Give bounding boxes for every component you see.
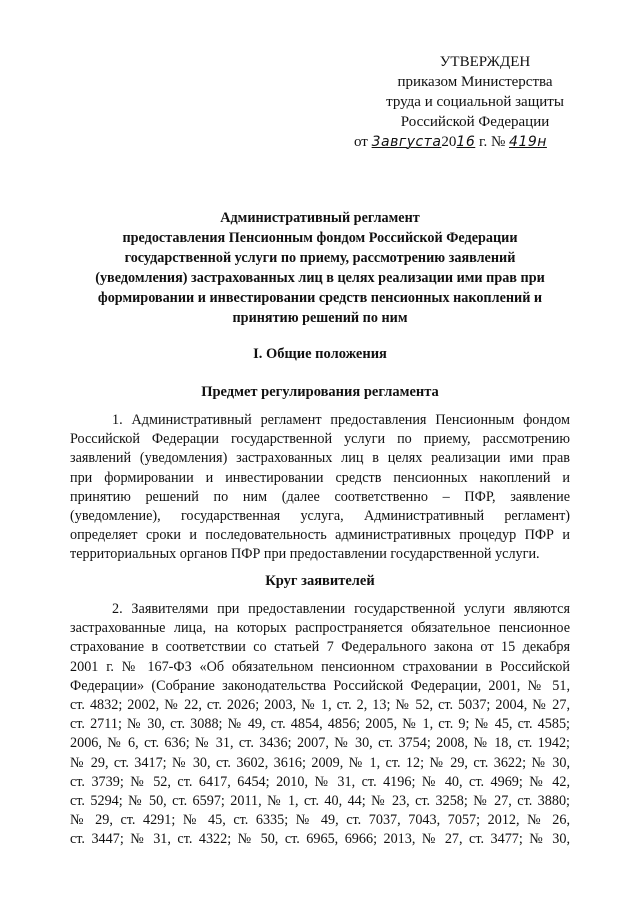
title-line: принятию решений по ним xyxy=(232,310,408,326)
paragraph-line: ст. 3447; № 31, ст. 4322; № 50, ст. 6965, 6966; 2013, № 27, ст. 3477; № 30, xyxy=(70,831,570,848)
paragraph-line: ст. 3739; № 52, ст. 6417, 6454; 2010, № 31, ст. 4196; № 40, ст. 4969; № 42, xyxy=(70,773,570,790)
title-line: предоставления Пенсионным фондом Российской Федерации xyxy=(122,230,518,246)
approval-line-1: приказом Министерства xyxy=(397,74,553,90)
paragraph-line: при формировании и инвестировании средств пенсионных накоплений и xyxy=(70,469,570,486)
paragraph-1 xyxy=(70,411,570,565)
subsection-heading-subject: Предмет регулирования регламента xyxy=(201,384,439,400)
approval-stamp-block xyxy=(350,52,600,152)
subsection-heading-applicants: Круг заявителей xyxy=(265,573,375,589)
paragraph-line: ст. 5294; № 50, ст. 6597; 2011, № 1, ст. 40, 44; № 23, ст. 3258; № 27, ст. 3880; xyxy=(70,792,570,809)
paragraph-line: № 29, ст. 4291; № 45, ст. 6335; № 49, ст. 7037, 7043, 7057; 2012, № 26, xyxy=(70,812,570,829)
title-line: (уведомления) застрахованных лиц в целях реализации ими прав при xyxy=(95,270,545,286)
title-line: формировании и инвестировании средств пенсионных накоплений и xyxy=(97,290,543,306)
document-title xyxy=(70,208,570,328)
paragraph-line: (уведомление), государственная услуга, Административный регламент) xyxy=(70,507,570,524)
section-heading: I. Общие положения xyxy=(253,346,387,362)
paragraph-line: принятию решений по ним (далее соответственно – ПФР, заявление xyxy=(70,488,570,505)
approval-line-3: Российской Федерации xyxy=(400,114,550,130)
approval-title: УТВЕРЖДЕН xyxy=(439,54,531,70)
date-year-prefix: 20 xyxy=(441,134,457,150)
title-line: государственной услуги по приему, рассмотрению заявлений xyxy=(124,250,516,266)
approval-line-2: труда и социальной защиты xyxy=(386,94,564,110)
paragraph-line: ст. 2711; № 30, ст. 3088; № 49, ст. 4854, 4856; 2005, № 1, ст. 9; № 45, ст. 4585; xyxy=(70,716,570,733)
paragraph-line: 2001 г. № 167-ФЗ «Об обязательном пенсионном страховании в Российской xyxy=(70,658,570,675)
paragraph-line: 2006, № 6, ст. 636; № 31, ст. 3436; 2007, № 30, ст. 3754; 2008, № 18, ст. 1942; xyxy=(70,735,570,752)
handwritten-year: 16 xyxy=(456,134,476,150)
handwritten-order-number: 419н xyxy=(509,134,547,150)
paragraph-line: № 29, ст. 3417; № 30, ст. 3602, 3616; 2009, № 1, ст. 12; № 29, ст. 3622; № 30, xyxy=(70,754,570,771)
date-prefix: от xyxy=(354,134,368,150)
paragraph-line: Российской Федерации государственной услуги по приему, рассмотрению xyxy=(70,431,570,448)
paragraph-line: 1. Административный регламент предоставления Пенсионным фондом xyxy=(112,412,570,428)
paragraph-line: территориальных органов ПФР при предоставлении государственной услуги. xyxy=(70,546,540,563)
paragraph-line: страхование в соответствии со статьей 7 Федерального закона от 15 декабря xyxy=(70,639,570,656)
paragraph-line: заявлений (уведомления) застрахованных лиц в целях реализации ими прав xyxy=(70,450,570,467)
paragraph-line: застрахованные лица, на которых распространяется обязательное пенсионное xyxy=(70,620,570,637)
paragraph-line: Федерации» (Собрание законодательства Российской Федерации, 2001, № 51, xyxy=(70,677,570,694)
paragraph-2 xyxy=(70,600,570,849)
title-line: Административный регламент xyxy=(220,210,420,226)
paragraph-line: определяет сроки и последовательность административных процедур ПФР и xyxy=(70,527,570,544)
approval-date-line xyxy=(350,132,600,152)
handwritten-date: 3августа xyxy=(371,134,442,150)
date-year-unit: г. № xyxy=(479,134,506,150)
paragraph-line: ст. 4832; 2002, № 22, ст. 2026; 2003, № 1, ст. 2, 13; № 52, ст. 5037; 2004, № 27, xyxy=(70,696,570,713)
paragraph-line: 2. Заявителями при предоставлении государственной услуги являются xyxy=(112,601,570,617)
